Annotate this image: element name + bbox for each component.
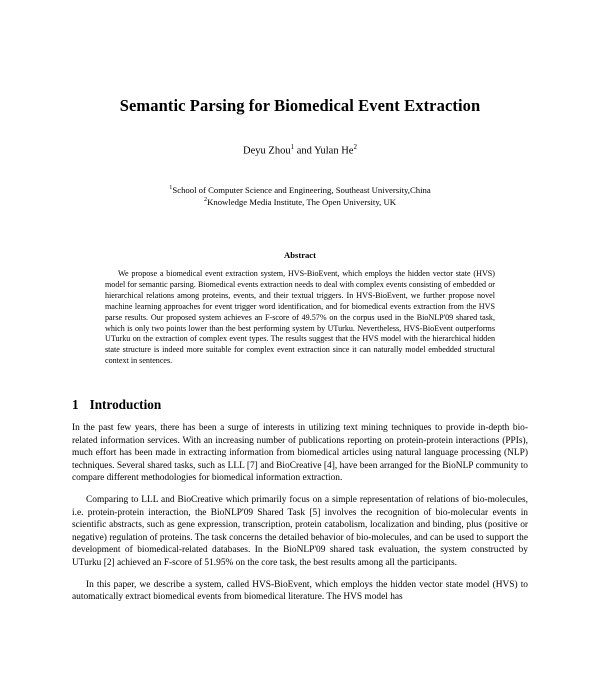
author-one-affiliation-marker: 1 bbox=[290, 143, 295, 151]
section-number: 1 bbox=[72, 397, 79, 413]
affiliation-2-marker: 2 bbox=[203, 195, 208, 203]
authors-line bbox=[72, 143, 528, 157]
author-two: and Yulan He bbox=[294, 145, 354, 157]
affiliation-1-text: School of Computer Science and Engineering, Southeast University,China bbox=[172, 184, 431, 195]
page-title: Semantic Parsing for Biomedical Event Extraction bbox=[119, 96, 481, 115]
section-title: Introduction bbox=[89, 397, 162, 413]
abstract-heading: Abstract bbox=[284, 250, 316, 261]
author-two-affiliation-marker: 2 bbox=[353, 143, 357, 151]
affiliations-block bbox=[72, 184, 528, 209]
paragraph: Comparing to LLL and BioCreative which primarily focus on a simple representation of relations of bio-molecules, i.e. protein-protein interaction, the BioNLP'09 Shared Task [5] involves the recognition of bio-molecular events in scientific abstracts, such as gene expression, transcription, protein catabolism, localization and binding, plus (positive or negative) regulation of proteins. The task concerns the detailed behavior of bio-molecules, and can be used to support the development of biomedical-related databases. In the BioNLP'09 shared task evaluation, the system constructed by UTurku [2] achieved an F-score of 51.95% on the core task, the best results among all the participants. bbox=[72, 495, 528, 568]
paragraph: In this paper, we describe a system, called HVS-BioEvent, which employs the hidden vector state model (HVS) to automatically extract biomedical events from biomedical literature. The HVS model has bbox=[72, 579, 528, 603]
paper-page bbox=[0, 96, 600, 696]
abstract-text: We propose a biomedical event extraction system, HVS-BioEvent, which employs the hidden vector state (HVS) model for semantic parsing. Biomedical events extraction needs to deal with complex events consisting of embedded or hierarchical relations among proteins, events, and their textual triggers. In HVS-BioEvent, we further propose novel machine learning approaches for event trigger word identification, and for biomedical events extraction from the HVS parse results. Our proposed system achieves an F-score of 49.57% on the corpus used in the BioNLP'09 shared task, which is only two points lower than the best performing system by UTurku. Nevertheless, HVS-BioEvent outperforms UTurku on the extraction of complex event types. The results suggest that the HVS model with the hierarchical hidden state structure is indeed more suitable for complex event extraction since it can naturally model embedded structural context in sentences. bbox=[105, 269, 495, 366]
affiliation-2-text: Knowledge Media Institute, The Open University, UK bbox=[207, 196, 396, 207]
affiliation-1 bbox=[72, 184, 528, 196]
author-one: Deyu Zhou bbox=[243, 145, 291, 157]
paragraph: In the past few years, there has been a surge of interests in utilizing text mining techniques to provide in-depth bio-related information services. With an increasing number of publications reporting on protein-protein interactions (PPIs), much effort has been made in extracting information from biomedical articles using natural language processing (NLP) techniques. Several shared tasks, such as LLL [7] and BioCreative [4], have been arranged for the BioNLP community to compare different methodologies for biomedical information extraction. bbox=[72, 423, 528, 484]
affiliation-1-marker: 1 bbox=[169, 183, 173, 191]
affiliation-2 bbox=[72, 196, 528, 208]
section-heading-introduction bbox=[72, 397, 528, 413]
